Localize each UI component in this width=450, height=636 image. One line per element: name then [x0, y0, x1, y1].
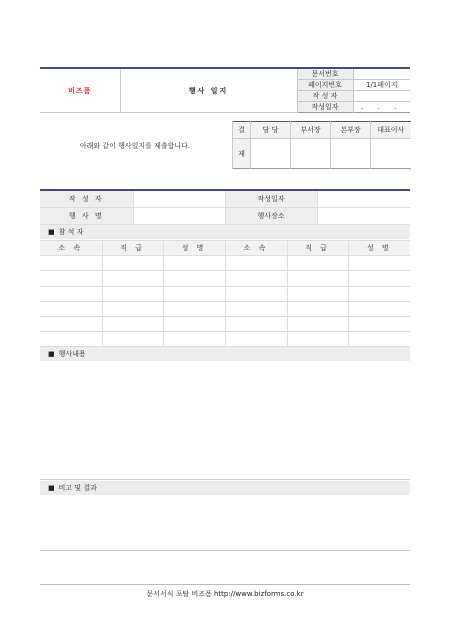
- remarks-section-title: 비고 및 결과: [58, 484, 97, 492]
- bizforms-logo: 비즈폼: [40, 68, 120, 113]
- date-label: 작성일자: [297, 102, 353, 113]
- page-number-label: 페이지번호: [297, 80, 353, 91]
- content-area[interactable]: [40, 361, 410, 479]
- approval-role-division-head: 본부장: [331, 122, 371, 139]
- table-row: [40, 271, 410, 286]
- col-rank-2: 직 급: [287, 241, 348, 256]
- approval-sign-division-head[interactable]: [331, 139, 371, 169]
- attendees-section-title: 참 석 자: [58, 228, 84, 236]
- attendees-table: [40, 240, 410, 347]
- content-section-title: 행사내용: [58, 350, 86, 358]
- approval-role-manager: 담 당: [251, 122, 291, 139]
- info-event-name-label: 행 사 명: [40, 208, 133, 225]
- approval-sign-ceo[interactable]: [371, 139, 411, 169]
- approval-sign-dept-head[interactable]: [291, 139, 331, 169]
- page-number-value: 1/1페이지: [353, 80, 410, 91]
- info-author-value[interactable]: [133, 190, 225, 208]
- col-name-2: 성 명: [348, 241, 410, 256]
- author-value[interactable]: [353, 91, 410, 102]
- approval-side-bottom: 재: [233, 139, 251, 169]
- info-date-value[interactable]: [317, 190, 410, 208]
- footer-text: 문서서식 포탈 비즈폼 http://www.bizforms.co.kr: [146, 590, 304, 598]
- col-name: 성 명: [163, 241, 225, 256]
- divider: [40, 550, 410, 551]
- table-row: [40, 301, 410, 316]
- info-date-label: 작성일자: [225, 190, 317, 208]
- document-title: 행사 일지: [120, 68, 297, 113]
- info-event-name-value[interactable]: [133, 208, 225, 225]
- info-event-place-label: 행사장소: [225, 208, 317, 225]
- remarks-area[interactable]: [40, 495, 410, 550]
- table-row: [40, 286, 410, 301]
- remarks-section-header: [40, 481, 410, 495]
- table-row: [40, 332, 410, 347]
- col-rank: 직 급: [102, 241, 163, 256]
- submission-text: 아래와 같이 행사일지를 제출합니다.: [79, 142, 191, 150]
- doc-number-label: 문서번호: [297, 68, 353, 80]
- author-label: 작 성 자: [297, 91, 353, 102]
- approval-sign-manager[interactable]: [251, 139, 291, 169]
- section-bullet: ■: [48, 350, 55, 358]
- col-affiliation-2: 소 속: [225, 241, 287, 256]
- divider: [40, 479, 410, 480]
- approval-table: [232, 121, 411, 169]
- approval-role-dept-head: 부서장: [291, 122, 331, 139]
- section-bullet: ■: [48, 228, 55, 236]
- table-row: [40, 256, 410, 271]
- document-header: [40, 67, 410, 113]
- info-author-label: 작 성 자: [40, 190, 133, 208]
- date-value[interactable]: . . .: [353, 102, 410, 113]
- section-bullet: ■: [48, 484, 55, 492]
- attendees-section-header: [40, 225, 410, 239]
- approval-side-top: 결: [233, 122, 251, 139]
- approval-role-ceo: 대표이사: [371, 122, 411, 139]
- content-section-header: [40, 347, 410, 361]
- footer-divider: [40, 584, 410, 585]
- event-info-table: [40, 189, 410, 225]
- table-row: [40, 316, 410, 331]
- info-event-place-value[interactable]: [317, 208, 410, 225]
- col-affiliation: 소 속: [40, 241, 102, 256]
- doc-number-value[interactable]: [353, 68, 410, 80]
